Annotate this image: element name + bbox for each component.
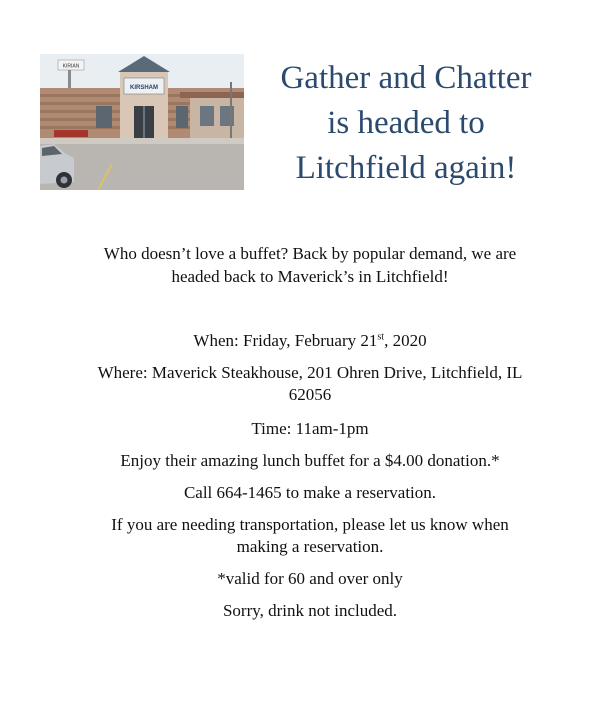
drink-note: Sorry, drink not included.: [222, 601, 398, 620]
where-line-2: 62056: [288, 385, 332, 404]
time-line: Time: 11am-1pm: [251, 419, 369, 438]
event-details: [40, 330, 580, 632]
when-suffix: , 2020: [384, 331, 427, 350]
transport-line-1: If you are needing transportation, please let us know when: [111, 515, 509, 534]
when-superscript: st: [377, 331, 385, 343]
restaurant-photo: [40, 54, 244, 190]
flyer-title: [250, 56, 562, 191]
transport-line-2: making a reservation.: [236, 537, 384, 556]
when-prefix: When: Friday, February 21: [193, 331, 378, 350]
sign-left-text: KIRIAN: [62, 63, 80, 70]
sign-door-text: KIRSHAM: [130, 85, 158, 91]
call-line: Call 664-1465 to make a reservation.: [183, 483, 437, 502]
title-line-3: Litchfield again!: [295, 150, 517, 186]
valid-note: *valid for 60 and over only: [217, 569, 403, 588]
intro-paragraph: [40, 242, 580, 288]
title-line-2: is headed to: [327, 105, 485, 141]
intro-line-1: Who doesn’t love a buffet? Back by popular demand, we are: [103, 244, 517, 263]
where-line-1: Where: Maverick Steakhouse, 201 Ohren Drive, Litchfield, IL: [97, 363, 523, 382]
when-line: [40, 330, 580, 352]
transport-line: [40, 514, 580, 558]
title-line-1: Gather and Chatter: [280, 60, 532, 96]
where-line: [40, 362, 580, 406]
intro-line-2: headed back to Maverick’s in Litchfield!: [171, 267, 449, 286]
buffet-line: Enjoy their amazing lunch buffet for a $4.00 donation.*: [120, 451, 500, 470]
